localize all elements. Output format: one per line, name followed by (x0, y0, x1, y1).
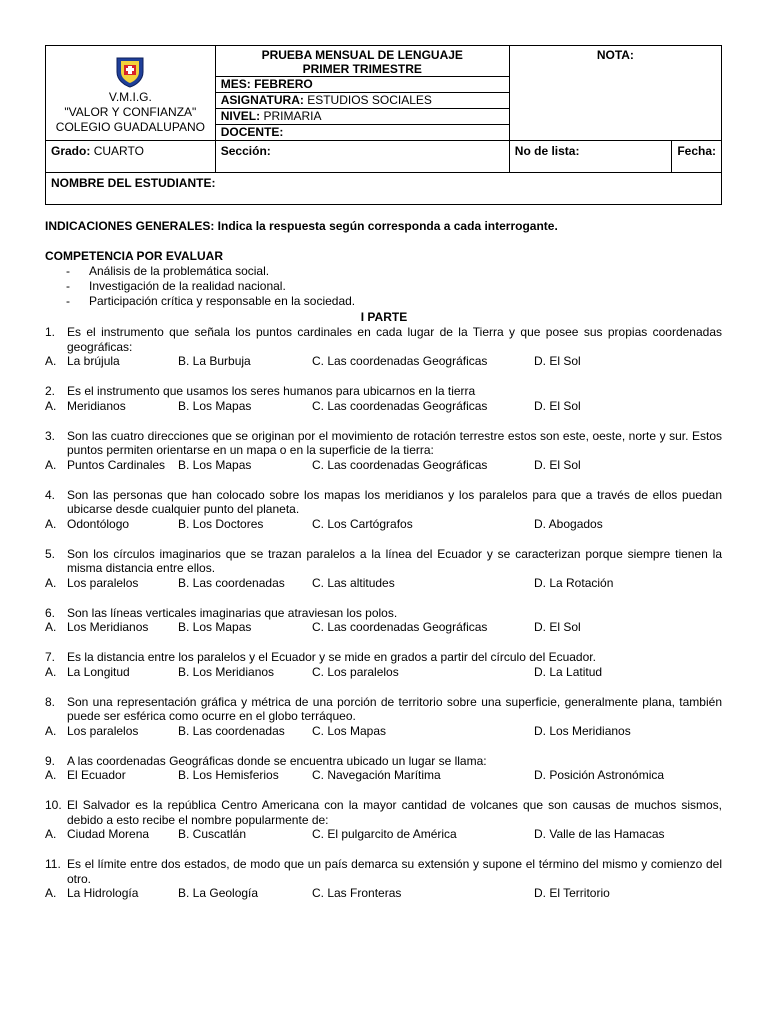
question-text: 5. Son los círculos imaginarios que se trazan paralelos a la línea del Ecuador y se caracterizan porque siempre tienen la misma distancia entre ellos. (45, 546, 722, 575)
asignatura-value: ESTUDIOS SOCIALES (307, 93, 432, 107)
competencia-item: - Análisis de la problemática social. (66, 264, 270, 278)
nivel-label: NIVEL: (220, 109, 261, 123)
question-number: 4. (45, 487, 56, 502)
option-d: D. El Territorio (534, 886, 610, 900)
question-text: 7. Es la distancia entre los paralelos y el Ecuador y se mide en grados a partir del círculo del Ecuador. (45, 650, 596, 664)
answer-options (45, 399, 722, 414)
option-b: B. Las coordenadas (178, 575, 285, 590)
question-item (45, 857, 722, 901)
option-d: D. El Sol (534, 620, 581, 634)
answer-options (45, 886, 722, 901)
parte-title: I PARTE (360, 310, 408, 324)
option-c: C. Las altitudes (312, 575, 395, 590)
question-text: 11. Es el límite entre dos estados, de modo que un país demarca su extensión y supone el término del mismo y comienzo del otro. (45, 857, 722, 886)
question-item (45, 754, 722, 784)
question-text: 9. A las coordenadas Geográficas donde se encuentra ubicado un lugar se llama: (45, 753, 487, 768)
option-b: B. La Burbuja (178, 354, 251, 368)
question-number: 7. (45, 650, 56, 664)
option-a: A. La Hidrología (45, 886, 139, 900)
option-a: A. Odontólogo (45, 516, 130, 531)
option-d: D. La Latitud (534, 664, 603, 679)
nota-label: NOTA: (596, 48, 634, 62)
option-a: A. La brújula (45, 354, 120, 368)
option-a: A. La Longitud (45, 664, 130, 679)
option-c: C. Los paralelos (312, 664, 399, 679)
option-b: B. Los Meridianos (178, 664, 275, 679)
question-item (45, 695, 722, 739)
answer-options (45, 458, 722, 473)
question-text: 10. El Salvador es la república Centro Americana con la mayor cantidad de volcanes que son causas de muchos sismos, debido a esto recibe el nombre popularmente de: (45, 798, 722, 827)
nota-cell (509, 46, 721, 141)
answer-options (45, 576, 722, 591)
option-d: D. Posición Astronómica (534, 768, 665, 782)
seccion-cell (215, 141, 509, 173)
nivel-row (216, 109, 509, 125)
school-motto: "VALOR Y CONFIANZA" (64, 104, 197, 119)
exam-trimester: PRIMER TRIMESTRE (216, 62, 509, 77)
competencia-list (66, 264, 355, 309)
option-b: B. Los Doctores (178, 516, 264, 531)
question-text: 4. Son las personas que han colocado sobre los mapas los meridianos y los paralelos para que a través de ellos puedan ubicarse desde cualquier punto del planeta. (45, 487, 722, 516)
question-text: 3. Son las cuatro direcciones que se originan por el movimiento de rotación terrestre estos son este, oeste, norte y sur. Estos puntos permiten orientarse en un mapa o en la superficie de la tierra: (45, 428, 722, 457)
competencia-title: COMPETENCIA POR EVALUAR (45, 249, 224, 263)
option-b: B. La Geología (178, 886, 259, 900)
answer-options (45, 724, 722, 739)
lista-cell (509, 141, 672, 173)
question-item (45, 650, 722, 680)
question-text: 1. Es el instrumento que señala los puntos cardinales en cada lugar de la Tierra y que posee sus propias coordenadas geográficas: (45, 325, 722, 354)
question-text: 8. Son una representación gráfica y métrica de una porción de territorio sobre una superficie, generalmente plana, también puede ser esférica como ocurre en el globo terráqueo. (45, 694, 722, 723)
docente-label: DOCENTE: (220, 125, 284, 139)
fecha-cell (672, 141, 722, 173)
mes-label: MES: FEBRERO (220, 77, 313, 91)
option-a: A. Los paralelos (45, 575, 139, 590)
exam-info-cell (215, 46, 509, 141)
mes-row (216, 77, 509, 93)
question-item (45, 547, 722, 591)
exam-title: PRUEBA MENSUAL DE LENGUAJE (261, 48, 463, 62)
asignatura-label: ASIGNATURA: (220, 93, 304, 107)
grado-value: CUARTO (93, 144, 144, 158)
seccion-label: Sección: (220, 144, 271, 158)
option-c: C. Las coordenadas Geográficas (312, 354, 488, 368)
nivel-value: PRIMARIA (263, 109, 322, 123)
question-item (45, 325, 722, 369)
question-item (45, 384, 722, 414)
question-item (45, 488, 722, 532)
option-c: C. El pulgarcito de América (312, 827, 457, 841)
question-number: 10. (45, 798, 62, 812)
nombre-cell (46, 173, 722, 205)
option-b: B. Cuscatlán (178, 827, 247, 841)
option-c: C. Las coordenadas Geográficas (312, 457, 488, 472)
option-a: A. Meridianos (45, 398, 126, 413)
option-d: D. El Sol (534, 354, 581, 368)
answer-options (45, 517, 722, 532)
question-number: 2. (45, 384, 56, 398)
option-d: D. Valle de las Hamacas (534, 827, 665, 841)
option-c: C. Las coordenadas Geográficas (312, 398, 488, 413)
question-number: 3. (45, 428, 56, 443)
docente-row (216, 125, 509, 140)
option-c: C. Navegación Marítima (312, 768, 441, 782)
fecha-label: Fecha: (677, 144, 716, 158)
option-b: B. Los Hemisferios (178, 768, 279, 782)
answer-options (45, 768, 722, 783)
indicaciones-generales: INDICACIONES GENERALES: Indica la respuesta según corresponda a cada interrogante. (45, 219, 558, 233)
school-cell (46, 46, 216, 141)
answer-options (45, 354, 722, 369)
question-item (45, 798, 722, 842)
option-b: B. Los Mapas (178, 620, 252, 634)
grado-cell (46, 141, 216, 173)
question-item (45, 606, 722, 636)
answer-options (45, 827, 722, 842)
nombre-label: NOMBRE DEL ESTUDIANTE: (51, 176, 216, 190)
option-d: D. Abogados (534, 516, 603, 531)
answer-options (45, 665, 722, 680)
header-table (45, 45, 722, 205)
competencia-item: - Investigación de la realidad nacional. (66, 279, 286, 293)
option-a: A. Ciudad Morena (45, 827, 150, 841)
question-number: 5. (45, 546, 56, 561)
option-b: B. Las coordenadas (178, 723, 285, 738)
option-a: A. Los Meridianos (45, 620, 149, 634)
option-c: C. Las coordenadas Geográficas (312, 620, 488, 634)
school-name: COLEGIO GUADALUPANO (55, 119, 205, 134)
option-b: B. Los Mapas (178, 398, 252, 413)
school-line1: V.M.I.G. (108, 89, 152, 104)
question-number: 6. (45, 605, 56, 620)
competencia-item: - Participación crítica y responsable en la sociedad. (66, 294, 356, 308)
asignatura-row (216, 93, 509, 109)
lista-label: No de lista: (514, 144, 580, 158)
option-c: C. Los Cartógrafos (312, 516, 413, 531)
option-d: D. El Sol (534, 457, 581, 472)
question-number: 11. (45, 857, 61, 871)
question-number: 8. (45, 694, 56, 709)
option-b: B. Los Mapas (178, 457, 252, 472)
answer-options (45, 620, 722, 635)
option-d: D. El Sol (534, 398, 581, 413)
question-number: 9. (45, 753, 56, 768)
option-c: C. Las Fronteras (312, 886, 402, 900)
option-a: A. El Ecuador (45, 768, 126, 782)
option-a: A. Puntos Cardinales (45, 457, 166, 472)
question-text: 6. Son las líneas verticales imaginarias que atraviesan los polos. (45, 605, 398, 620)
question-number: 1. (45, 325, 56, 339)
question-item (45, 429, 722, 473)
question-list (45, 325, 722, 916)
question-text: 2. Es el instrumento que usamos los seres humanos para ubicarnos en la tierra (45, 384, 476, 398)
option-a: A. Los paralelos (45, 723, 139, 738)
school-crest-icon (115, 56, 145, 88)
option-d: D. La Rotación (534, 575, 614, 590)
grado-label: Grado: (51, 144, 91, 158)
option-d: D. Los Meridianos (534, 723, 631, 738)
option-c: C. Los Mapas (312, 723, 387, 738)
